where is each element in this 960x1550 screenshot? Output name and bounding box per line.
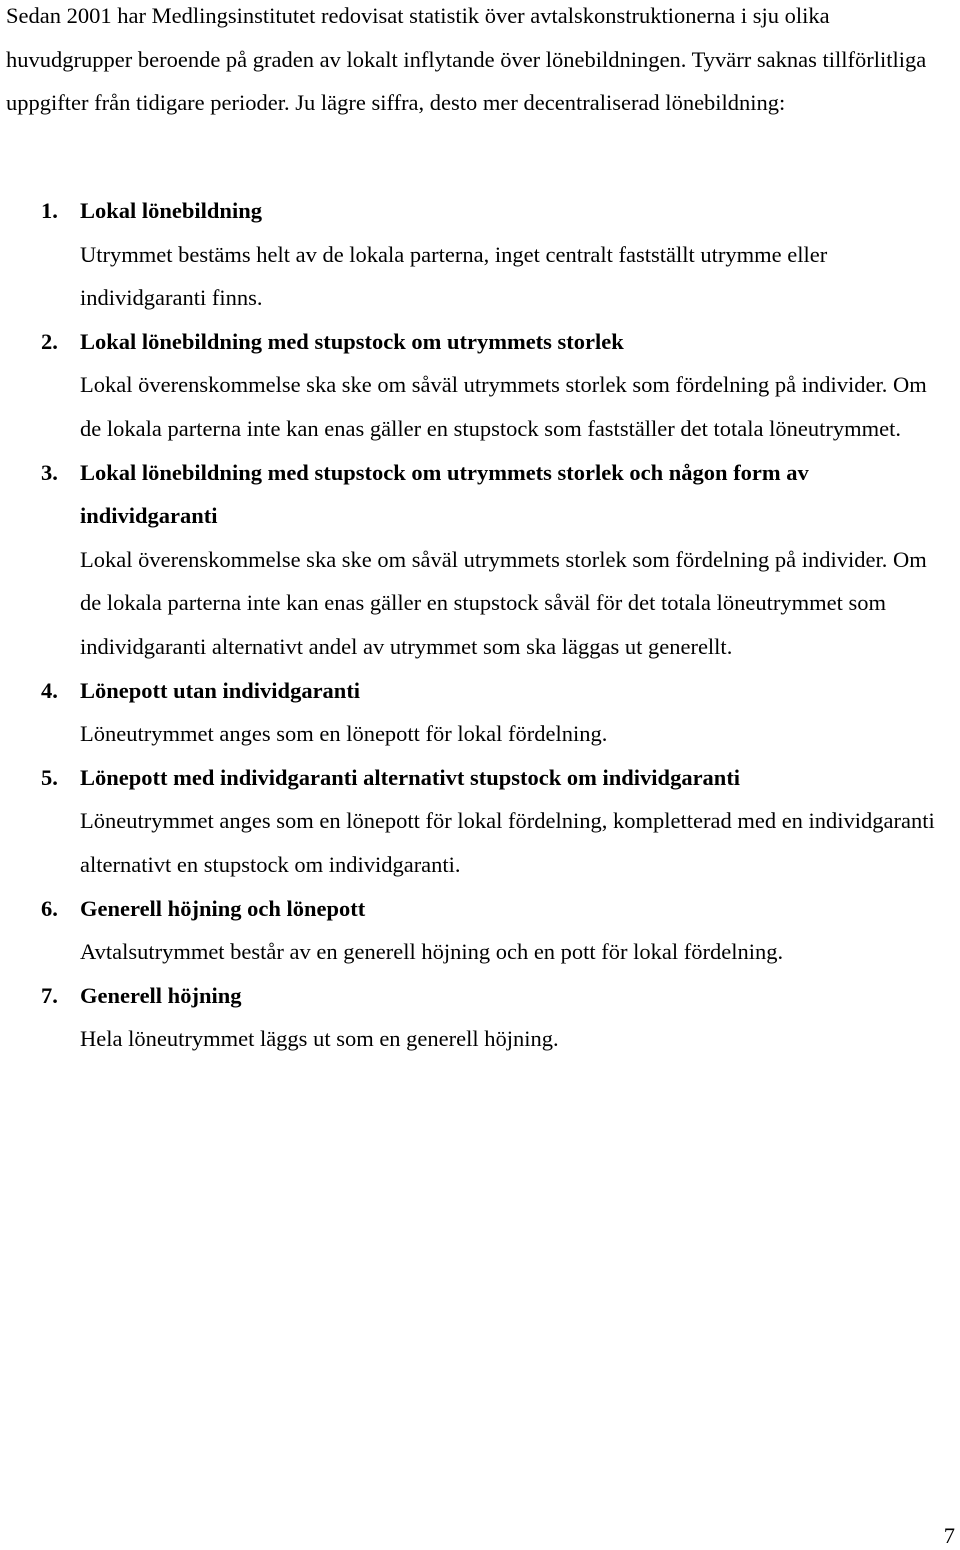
item-body <box>80 669 941 756</box>
item-body <box>80 189 941 320</box>
item-title: Lokal lönebildning med stupstock om utrymmets storlek <box>80 328 624 354</box>
list-item <box>41 669 941 756</box>
item-body <box>80 756 941 887</box>
list-item <box>41 974 941 1061</box>
item-number: 2. <box>41 328 58 354</box>
item-number: 3. <box>41 459 58 485</box>
item-description: Löneutrymmet anges som en lönepott för lokal fördelning, kompletterad med en individgaranti alternativt en stupstock om individgaranti. <box>80 808 935 877</box>
item-description: Lokal överenskommelse ska ske om såväl utrymmets storlek som fördelning på individer. Om de lokala parterna inte kan enas gäller en stupstock såväl för det totala löneutrymmet som individgaranti alternativt andel av utrymmet som ska läggas ut generellt. <box>80 546 927 659</box>
item-body <box>80 320 941 451</box>
page-number: 7 <box>943 1523 955 1548</box>
list-item <box>41 320 941 451</box>
item-title: Lokal lönebildning med stupstock om utrymmets storlek och någon form av individgaranti <box>80 459 809 529</box>
item-body <box>80 451 941 669</box>
item-number: 4. <box>41 677 58 703</box>
item-description: Utrymmet bestäms helt av de lokala parterna, inget centralt fastställt utrymme eller individgaranti finns. <box>80 241 828 311</box>
item-title: Generell höjning och lönepott <box>80 895 366 921</box>
item-body <box>80 974 941 1061</box>
item-number: 7. <box>41 982 58 1008</box>
construction-list <box>41 189 941 1061</box>
intro-paragraph: Sedan 2001 har Medlingsinstitutet redovisat statistik över avtalskonstruktionerna i sju olika huvudgrupper beroende på graden av lokalt inflytande över lönebildningen. Tyvärr saknas tillförlitliga uppgifter från tidigare perioder. Ju lägre siffra, desto mer decentraliserad lönebildning: <box>6 3 927 116</box>
list-item <box>41 451 941 669</box>
item-description: Hela löneutrymmet läggs ut som en generell höjning. <box>80 1026 559 1052</box>
item-body <box>80 887 941 974</box>
item-description: Löneutrymmet anges som en lönepott för lokal fördelning. <box>80 721 608 747</box>
item-description: Lokal överenskommelse ska ske om såväl utrymmets storlek som fördelning på individer. Om de lokala parterna inte kan enas gäller en stupstock som fastställer det totala löneutrymmet. <box>80 372 927 441</box>
list-item <box>41 756 941 887</box>
list-item <box>41 887 941 974</box>
item-number: 5. <box>41 764 58 790</box>
item-number: 6. <box>41 895 58 921</box>
list-item <box>41 189 941 320</box>
item-title: Lokal lönebildning <box>80 198 262 223</box>
item-title: Generell höjning <box>80 982 242 1008</box>
item-description: Avtalsutrymmet består av en generell höjning och en pott för lokal fördelning. <box>80 939 784 965</box>
item-title: Lönepott med individgaranti alternativt stupstock om individgaranti <box>80 764 741 790</box>
item-title: Lönepott utan individgaranti <box>80 677 361 703</box>
item-number: 1. <box>41 198 58 223</box>
